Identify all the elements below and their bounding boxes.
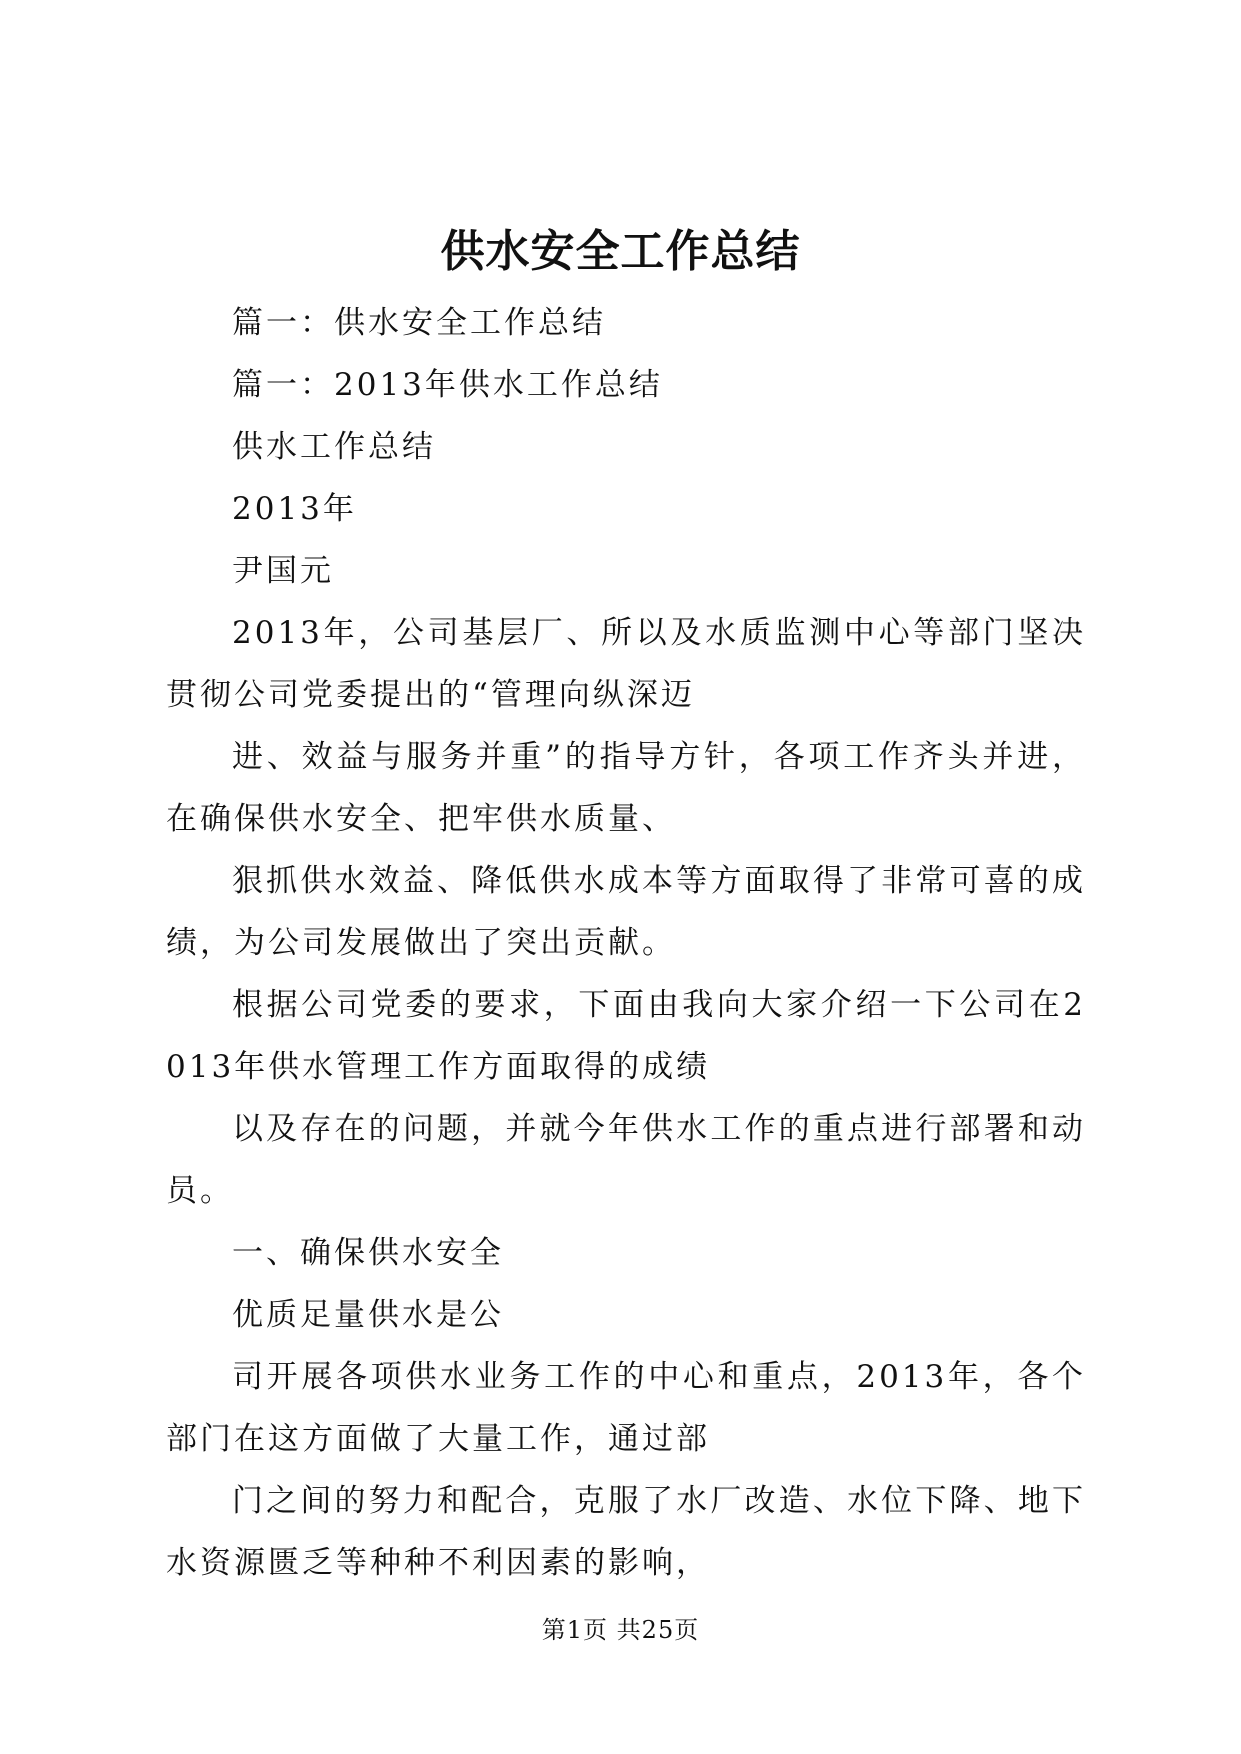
paragraph: 2013年，公司基层厂、所以及水质监测中心等部门坚决贯彻公司党委提出的“管理向纵深迈 (166, 615, 1086, 713)
paragraph: 优质足量供水是公 (232, 1297, 504, 1333)
paragraph: 尹国元 (232, 553, 334, 589)
paragraph: 2013年 (232, 491, 357, 527)
paragraph: 以及存在的问题，并就今年供水工作的重点进行部署和动员。 (166, 1111, 1086, 1209)
paragraph: 篇一：2013年供水工作总结 (232, 367, 663, 403)
paragraph: 司开展各项供水业务工作的中心和重点，2013年，各个部门在这方面做了大量工作，通过部 (166, 1359, 1086, 1457)
paragraph: 供水工作总结 (232, 429, 436, 465)
section-heading: 一、确保供水安全 (232, 1235, 504, 1271)
paragraph: 根据公司党委的要求，下面由我向大家介绍一下公司在2013年供水管理工作方面取得的成绩 (166, 987, 1086, 1085)
document-body (166, 292, 1086, 1594)
paragraph: 狠抓供水效益、降低供水成本等方面取得了非常可喜的成绩，为公司发展做出了突出贡献。 (166, 863, 1086, 961)
paragraph: 进、效益与服务并重”的指导方针，各项工作齐头并进，在确保供水安全、把牢供水质量、 (166, 739, 1086, 837)
paragraph: 篇一：供水安全工作总结 (232, 305, 606, 341)
paragraph: 门之间的努力和配合，克服了水厂改造、水位下降、地下水资源匮乏等种种不利因素的影响， (166, 1483, 1086, 1581)
page-footer: 第1页 共25页 (541, 1616, 700, 1644)
document-title: 供水安全工作总结 (440, 226, 801, 277)
